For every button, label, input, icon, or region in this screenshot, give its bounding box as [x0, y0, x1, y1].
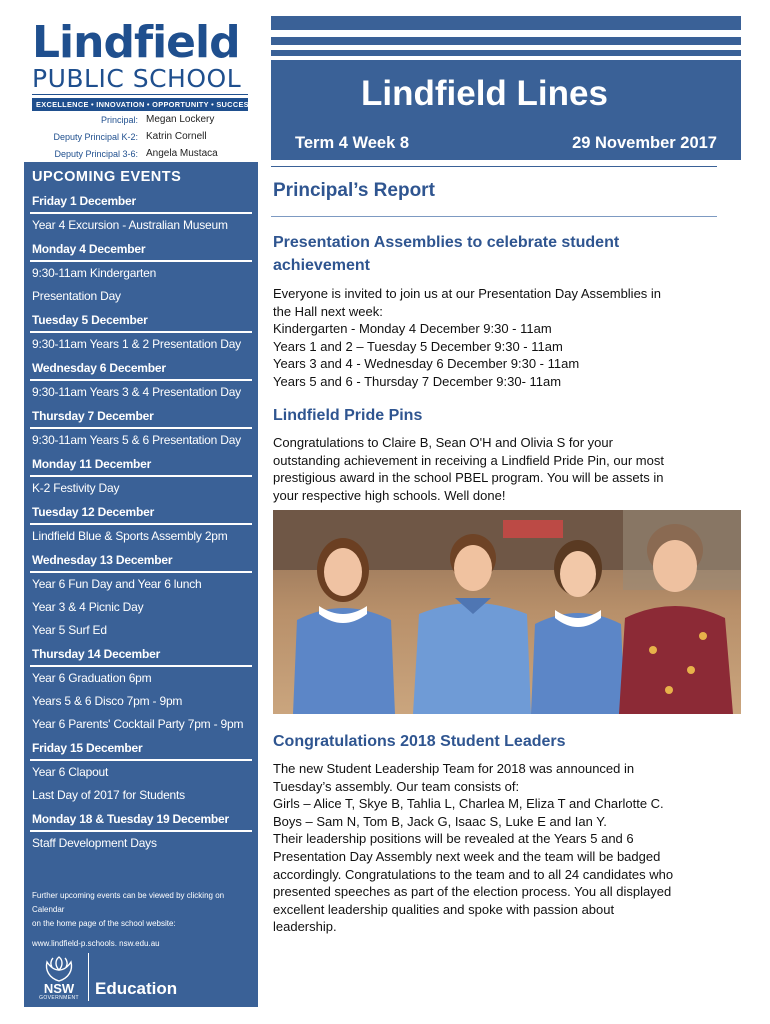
upcoming-events-panel: [24, 162, 258, 1007]
staff-row: [20, 128, 260, 145]
staff-role: Deputy Principal K-2:: [53, 131, 138, 142]
event-item: Lindfield Blue & Sports Assembly 2pm: [32, 529, 228, 543]
staff-row: [20, 111, 260, 128]
section-divider: [271, 216, 717, 217]
text-line: your respective high schools. Well done!: [273, 487, 506, 503]
text-line: The new Student Leadership Team for 2018 was announced in: [273, 761, 635, 776]
pride-pins-text: [273, 434, 721, 504]
event-item: K-2 Festivity Day: [32, 481, 120, 495]
students-photo-illustration: [273, 510, 741, 714]
event-item: Year 6 Graduation 6pm: [32, 671, 152, 685]
staff-name: Megan Lockery: [146, 114, 215, 125]
text-line: the Hall next week:: [273, 303, 383, 319]
event-item: Year 6 Fun Day and Year 6 lunch: [32, 577, 202, 591]
pride-pins-heading: Lindfield Pride Pins: [273, 407, 423, 424]
text-line: excellent leadership qualities and spoke with passion about: [273, 901, 615, 917]
header-stripe: [271, 50, 741, 56]
event-item: 9:30-11am Years 1 & 2 Presentation Day: [32, 337, 241, 351]
school-website-link[interactable]: www.lindfield-p.schools. nsw.edu.au: [32, 939, 160, 948]
text-line: Girls – Alice T, Skye B, Tahlia L, Charlea M, Eliza T and Charlotte C.: [273, 796, 664, 812]
school-logo: [32, 17, 255, 111]
nsw-badge-text: NSW: [43, 981, 75, 996]
staff-row: [20, 145, 260, 162]
logo-subtitle: PUBLIC SCHOOL: [32, 66, 248, 95]
text-line: Years 5 and 6 - Thursday 7 December 9:30- 11am: [273, 373, 562, 389]
event-item: Year 6 Parents' Cocktail Party 7pm - 9pm: [32, 717, 244, 731]
newsletter-date: 29 November 2017: [572, 134, 717, 152]
text-line: Congratulations to Claire B, Sean O'H and Olivia S for your: [273, 435, 613, 450]
event-day: Tuesday 12 December: [30, 500, 252, 525]
nsw-education-logo: [36, 947, 177, 1001]
newsletter-term: Term 4 Week 8: [295, 134, 410, 152]
event-day: Wednesday 6 December: [30, 356, 252, 381]
staff-list: [20, 111, 260, 162]
nsw-badge-small: GOVERNMENT: [39, 995, 79, 1001]
header-divider: [271, 166, 717, 167]
student-leaders-text: [273, 760, 721, 936]
text-line: leadership.: [273, 919, 337, 935]
event-item: 9:30-11am Kindergarten: [32, 266, 157, 280]
text-line: prestigious award in the school PBEL program. You will be assets in: [273, 470, 664, 486]
student-leaders-heading: Congratulations 2018 Student Leaders: [273, 733, 566, 750]
event-item: Presentation Day: [32, 289, 121, 303]
event-day: Friday 1 December: [30, 189, 252, 214]
header-stripe: [271, 37, 741, 45]
waratah-icon: [36, 947, 82, 1001]
heading-line: Presentation Assemblies to celebrate student: [273, 234, 620, 251]
event-item: Year 3 & 4 Picnic Day: [32, 600, 144, 614]
staff-name: Angela Mustaca: [146, 148, 218, 159]
waratah-flower-icon: [41, 956, 77, 982]
event-day: Monday 11 December: [30, 452, 252, 477]
event-item: Staff Development Days: [32, 836, 157, 850]
text-line: Presentation Day Assembly next week and the team will be badged: [273, 848, 661, 864]
calendar-note: [30, 889, 252, 951]
event-day: Friday 15 December: [30, 736, 252, 761]
pride-pin-photo: [273, 510, 741, 714]
event-item: 9:30-11am Years 5 & 6 Presentation Day: [32, 433, 241, 447]
newsletter-header: [271, 60, 741, 160]
event-item: Year 6 Clapout: [32, 765, 109, 779]
logo-tagline: EXCELLENCE • INNOVATION • OPPORTUNITY • SUCCESS: [32, 98, 248, 111]
logo-name: Lindfield: [32, 17, 240, 68]
text-line: Everyone is invited to join us at our Presentation Day Assemblies in: [273, 286, 662, 301]
newsletter-title: Lindfield Lines: [361, 74, 608, 113]
text-line: Tuesday’s assembly. Our team consists of:: [273, 778, 520, 794]
assemblies-heading: [273, 231, 713, 277]
event-day: Monday 18 & Tuesday 19 December: [30, 807, 252, 832]
logo-divider: [88, 953, 89, 1001]
event-day: Thursday 7 December: [30, 404, 252, 429]
education-label: Education: [95, 979, 178, 998]
text-line: Boys – Sam N, Tom B, Jack G, Isaac S, Luke E and Ian Y.: [273, 813, 607, 829]
text-line: presented speeches as part of the election process. You all displayed: [273, 884, 672, 900]
event-day: Thursday 14 December: [30, 642, 252, 667]
assemblies-text: [273, 285, 721, 391]
upcoming-events-title: UPCOMING EVENTS: [32, 169, 182, 185]
event-item: Years 5 & 6 Disco 7pm - 9pm: [32, 694, 183, 708]
event-item: Year 4 Excursion - Australian Museum: [32, 218, 228, 232]
calendar-note-line: on the home page of the school website:: [32, 919, 176, 928]
staff-role: Deputy Principal 3-6:: [54, 148, 138, 159]
event-item: Last Day of 2017 for Students: [32, 788, 185, 802]
heading-line: achievement: [273, 257, 370, 274]
staff-role: Principal:: [100, 114, 138, 125]
header-stripe: [271, 16, 741, 30]
text-line: outstanding achievement in receiving a Lindfield Pride Pin, our most: [273, 452, 664, 468]
text-line: Kindergarten - Monday 4 December 9:30 - 11am: [273, 321, 552, 337]
event-day: Wednesday 13 December: [30, 548, 252, 573]
calendar-note-line: Further upcoming events can be viewed by clicking on Calendar: [32, 891, 225, 914]
event-day: Tuesday 5 December: [30, 308, 252, 333]
text-line: Years 1 and 2 – Tuesday 5 December 9:30 - 11am: [273, 338, 563, 354]
text-line: Their leadership positions will be revealed at the Years 5 and 6: [273, 831, 634, 847]
event-day: Monday 4 December: [30, 237, 252, 262]
event-item: 9:30-11am Years 3 & 4 Presentation Day: [32, 385, 241, 399]
event-item: Year 5 Surf Ed: [32, 623, 107, 637]
section-title: Principal’s Report: [273, 180, 435, 201]
staff-name: Katrin Cornell: [146, 131, 207, 142]
text-line: Years 3 and 4 - Wednesday 6 December 9:30 - 11am: [273, 356, 580, 372]
text-line: accordingly. Congratulations to the team and to all 24 candidates who: [273, 866, 674, 882]
